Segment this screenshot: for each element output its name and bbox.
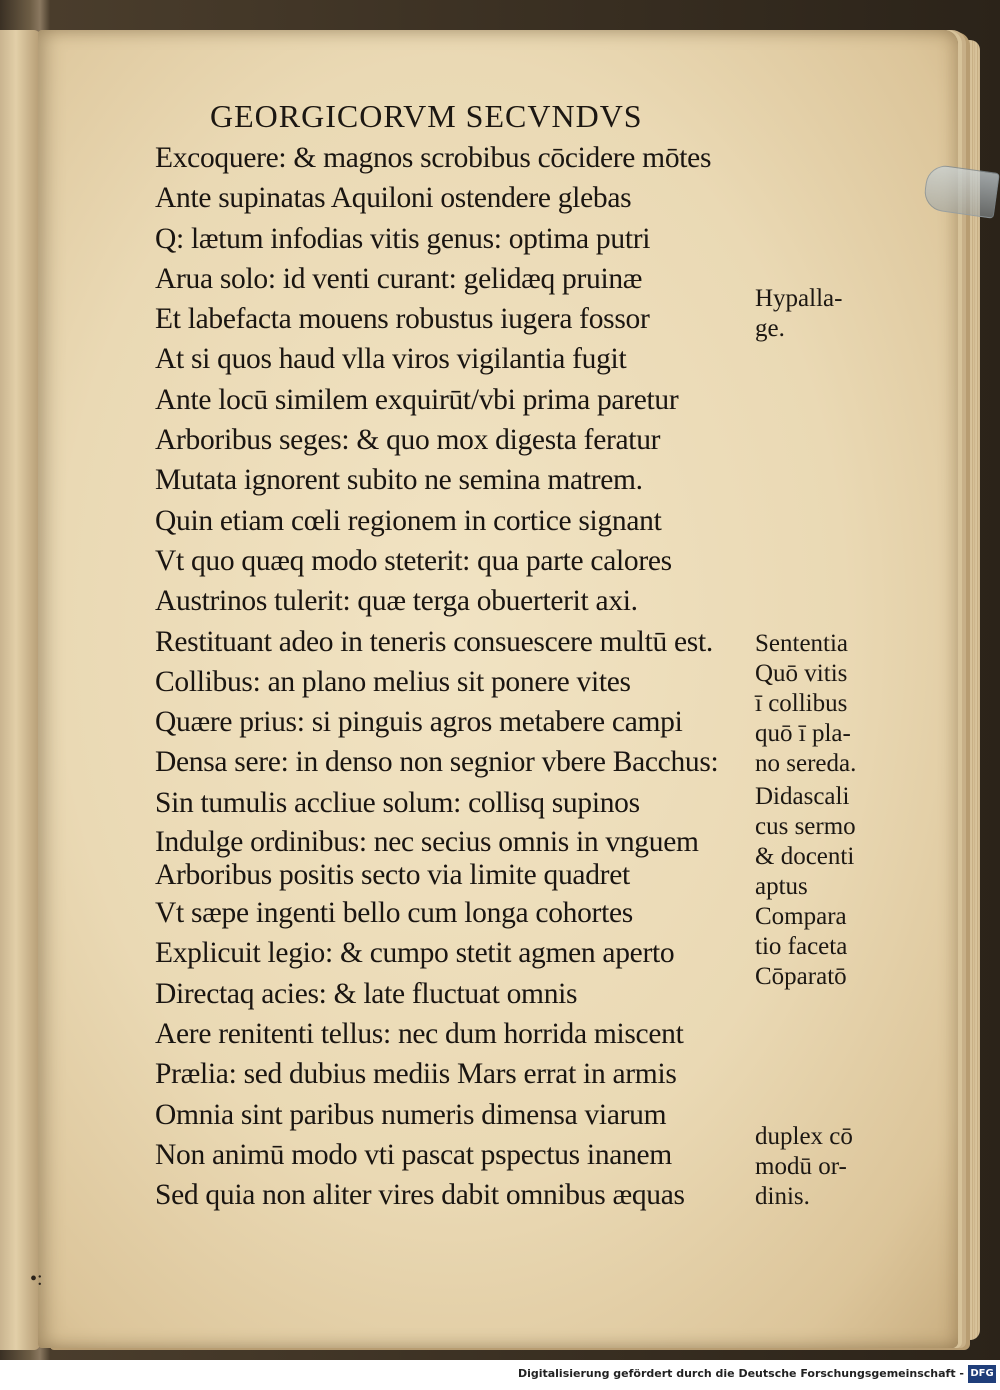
verse-line: Restituant adeo in teneris consuescere multū est. (155, 625, 713, 658)
verse-line: Vt sæpe ingenti bello cum longa cohortes (155, 897, 633, 930)
digitization-footer (0, 1360, 1000, 1390)
marginal-note: ge. (755, 315, 785, 342)
marginal-note: cus sermo (755, 813, 856, 840)
marginal-note: Didascali (755, 783, 850, 810)
verse-line: Collibus: an plano melius sit ponere vites (155, 665, 631, 698)
page-stack-edge (958, 40, 980, 1340)
verse-line: Quin etiam cœli regionem in cortice signant (155, 504, 662, 537)
marginal-note: Cōparatō (755, 963, 847, 990)
verse-line: Directaq acies: & late fluctuat omnis (155, 977, 578, 1010)
dfg-logo: DFG (968, 1365, 996, 1383)
marginal-note: aptus (755, 873, 808, 900)
marginal-note: Quō vitis (755, 660, 848, 687)
verse-line: Indulge ordinibus: nec secius omnis in vnguem (155, 826, 699, 859)
verse-line: At si quos haud vlla viros vigilantia fugit (155, 343, 627, 376)
verse-line: Excoquere: & magnos scrobibus cōcidere mōtes (155, 142, 712, 174)
verse-line: Densa sere: in denso non segnior vbere Bacchus: (155, 746, 719, 779)
verse-line: Explicuit legio: & cumpo stetit agmen aperto (155, 937, 675, 970)
running-header: GEORGICORVM SECVNDVS (210, 98, 643, 134)
marginal-note: ī collibus (755, 690, 848, 717)
verse-line: Prælia: sed dubius mediis Mars errat in armis (155, 1058, 677, 1091)
verse-line: Austrinos tulerit: quæ terga obuerterit axi. (155, 585, 638, 618)
verse-line: Omnia sint paribus numeris dimensa viarum (155, 1098, 667, 1131)
verse-block (155, 138, 755, 1215)
verse-line: Non animū modo vti pascat pspectus inanem (155, 1138, 672, 1171)
funding-credit: Digitalisierung gefördert durch die Deutsche Forschungsgemeinschaft - (517, 1367, 964, 1380)
stray-ink-mark: •: (30, 1268, 43, 1290)
verse-line: Et labefacta mouens robustus iugera fossor (155, 303, 650, 336)
verse-line: Quære prius: si pinguis agros metabere campi (155, 706, 683, 739)
marginal-note: & docenti (755, 843, 855, 870)
verse-line: Arboribus positis secto via limite quadret (155, 859, 630, 892)
marginal-note: modū or- (755, 1153, 847, 1180)
facing-page-edge (0, 30, 40, 1350)
marginal-note: tio faceta (755, 933, 848, 960)
verse-line: Q: lætum infodias vitis genus: optima putri (155, 222, 651, 255)
verse-line: Ante supinatas Aquiloni ostendere glebas (155, 182, 632, 215)
marginal-note: no sereda. (755, 750, 857, 777)
marginal-note: Sententia (755, 630, 849, 657)
marginal-note: dinis. (755, 1183, 810, 1210)
verse-line: Sed quia non aliter vires dabit omnibus æquas (155, 1179, 685, 1212)
verse-line: Ante locū similem exquirūt/vbi prima paretur (155, 383, 679, 416)
verse-line: Vt quo quæq modo steterit: qua parte calores (155, 544, 672, 577)
marginal-note: Hypalla- (755, 285, 843, 312)
verse-line: Sin tumulis accliue solum: collisq supinos (155, 786, 640, 819)
verse-line: Mutata ignorent subito ne semina matrem. (155, 464, 643, 497)
marginal-note: duplex cō (755, 1123, 853, 1150)
book-page (38, 30, 958, 1348)
verse-line: Arua solo: id venti curant: gelidæq pruinæ (155, 262, 643, 295)
verse-line: Arboribus seges: & quo mox digesta feratur (155, 424, 661, 457)
marginal-note: quō ī pla- (755, 720, 851, 747)
verse-line: Aere renitenti tellus: nec dum horrida miscent (155, 1017, 684, 1050)
marginal-note: Compara (755, 903, 847, 930)
